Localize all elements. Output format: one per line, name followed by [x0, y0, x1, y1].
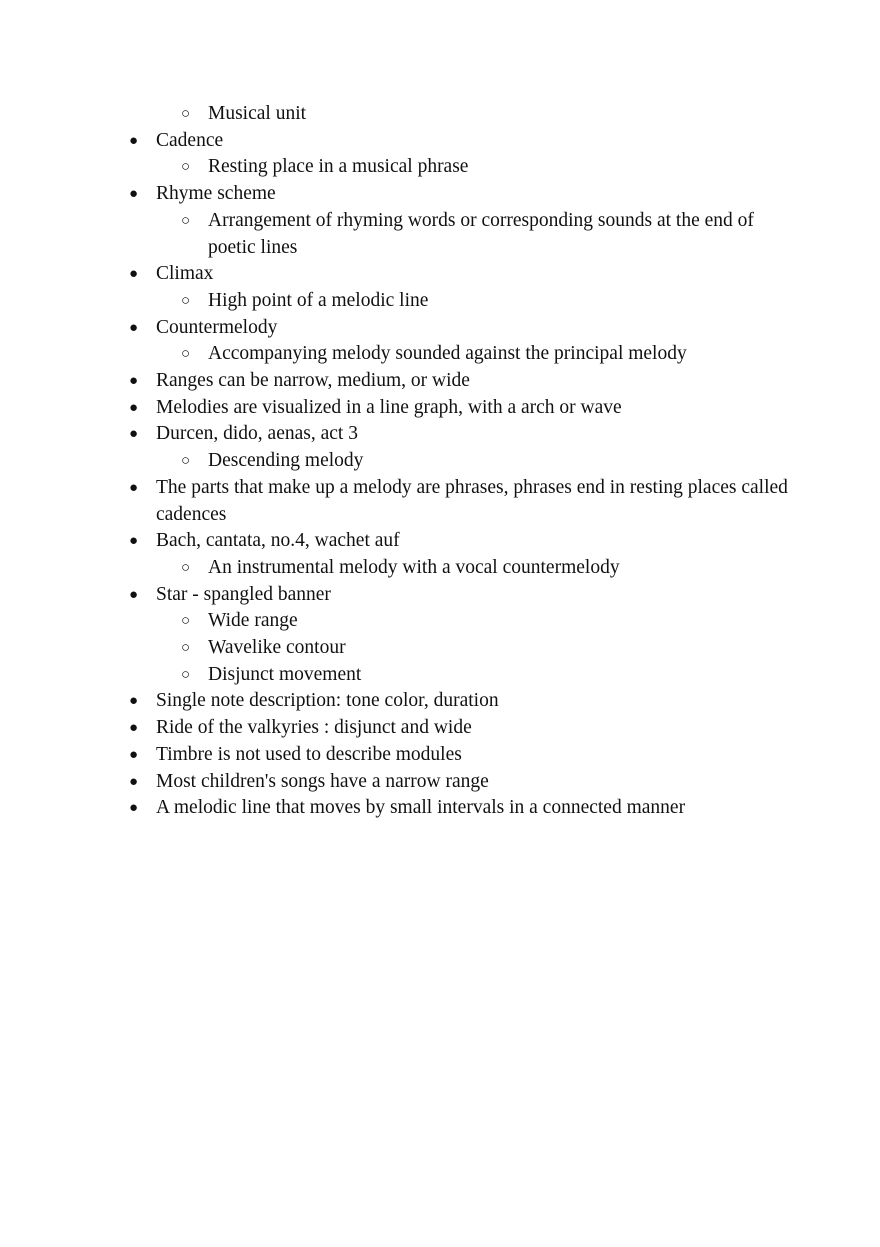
list-item-text: Most children's songs have a narrow range: [156, 770, 489, 792]
hollow-bullet-icon: ○: [181, 666, 191, 683]
list-item-text: Resting place in a musical phrase: [208, 156, 469, 178]
list-item-text: Disjunct movement: [208, 663, 362, 685]
list-item-text: Countermelody: [156, 316, 278, 338]
list-item: [0, 395, 796, 422]
hollow-bullet-icon: ○: [181, 453, 191, 470]
list-item: [0, 555, 788, 582]
list-item: [0, 288, 788, 315]
list-item: [0, 448, 788, 475]
list-item-text: Cadence: [156, 129, 224, 151]
list-item-text: An instrumental melody with a vocal countermelody: [208, 556, 620, 578]
filled-bullet-icon: ●: [129, 132, 139, 149]
list-item: [0, 315, 796, 342]
list-item: [0, 128, 796, 155]
list-item: [0, 742, 796, 769]
hollow-bullet-icon: ○: [181, 212, 191, 229]
filled-bullet-icon: ●: [129, 426, 139, 443]
list-item-text: High point of a melodic line: [208, 289, 429, 311]
list-item: [0, 608, 788, 635]
list-item: [0, 101, 788, 128]
filled-bullet-icon: ●: [129, 533, 139, 550]
list-item: [0, 154, 788, 181]
list-item-text: Accompanying melody sounded against the principal melody: [208, 343, 687, 365]
list-item-text: Rhyme scheme: [156, 183, 276, 205]
list-item: [0, 368, 796, 395]
list-item: [0, 475, 796, 528]
list-item: [0, 528, 796, 555]
list-item-text: Star - spangled banner: [156, 583, 331, 605]
document-page: [0, 101, 880, 822]
filled-bullet-icon: ●: [129, 586, 139, 603]
list-item-text: Climax: [156, 263, 214, 285]
hollow-bullet-icon: ○: [181, 640, 191, 657]
list-item: [0, 261, 796, 288]
hollow-bullet-icon: ○: [181, 159, 191, 176]
list-item-text: Timbre is not used to describe modules: [156, 743, 462, 765]
list-item-text: Descending melody: [208, 450, 364, 472]
hollow-bullet-icon: ○: [181, 613, 191, 630]
filled-bullet-icon: ●: [129, 746, 139, 763]
list-item: [0, 688, 796, 715]
filled-bullet-icon: ●: [129, 399, 139, 416]
list-item: [0, 662, 788, 689]
list-item-text: Durcen, dido, aenas, act 3: [156, 423, 358, 445]
list-item: [0, 421, 796, 448]
list-item-text: The parts that make up a melody are phrases, phrases end in resting places called cadences: [156, 476, 788, 525]
list-item-text: Ranges can be narrow, medium, or wide: [156, 370, 470, 392]
filled-bullet-icon: ●: [129, 720, 139, 737]
filled-bullet-icon: ●: [129, 800, 139, 817]
hollow-bullet-icon: ○: [181, 292, 191, 309]
list-item: [0, 181, 796, 208]
list-item: [0, 769, 796, 796]
filled-bullet-icon: ●: [129, 693, 139, 710]
list-item-text: Single note description: tone color, duration: [156, 690, 499, 712]
list-item: [0, 715, 796, 742]
list-item: [0, 208, 788, 261]
filled-bullet-icon: ●: [129, 773, 139, 790]
list-item: [0, 635, 788, 662]
filled-bullet-icon: ●: [129, 266, 139, 283]
filled-bullet-icon: ●: [129, 373, 139, 390]
filled-bullet-icon: ●: [129, 319, 139, 336]
list-item-text: Ride of the valkyries : disjunct and wide: [156, 717, 472, 739]
list-item-text: Wide range: [208, 610, 298, 632]
hollow-bullet-icon: ○: [181, 559, 191, 576]
hollow-bullet-icon: ○: [181, 346, 191, 363]
list-item-text: Melodies are visualized in a line graph, with a arch or wave: [156, 396, 622, 418]
list-item: [0, 795, 796, 822]
filled-bullet-icon: ●: [129, 479, 139, 496]
list-item-text: Wavelike contour: [208, 637, 346, 659]
hollow-bullet-icon: ○: [181, 106, 191, 122]
list-item-text: A melodic line that moves by small intervals in a connected manner: [156, 797, 686, 819]
list-item-text: Bach, cantata, no.4, wachet auf: [156, 530, 400, 552]
list-item: [0, 582, 796, 609]
list-item: [0, 341, 788, 368]
filled-bullet-icon: ●: [129, 186, 139, 203]
list-item-text: Arrangement of rhyming words or corresponding sounds at the end of poetic lines: [208, 209, 754, 258]
list-item-text: Musical unit: [208, 103, 307, 124]
